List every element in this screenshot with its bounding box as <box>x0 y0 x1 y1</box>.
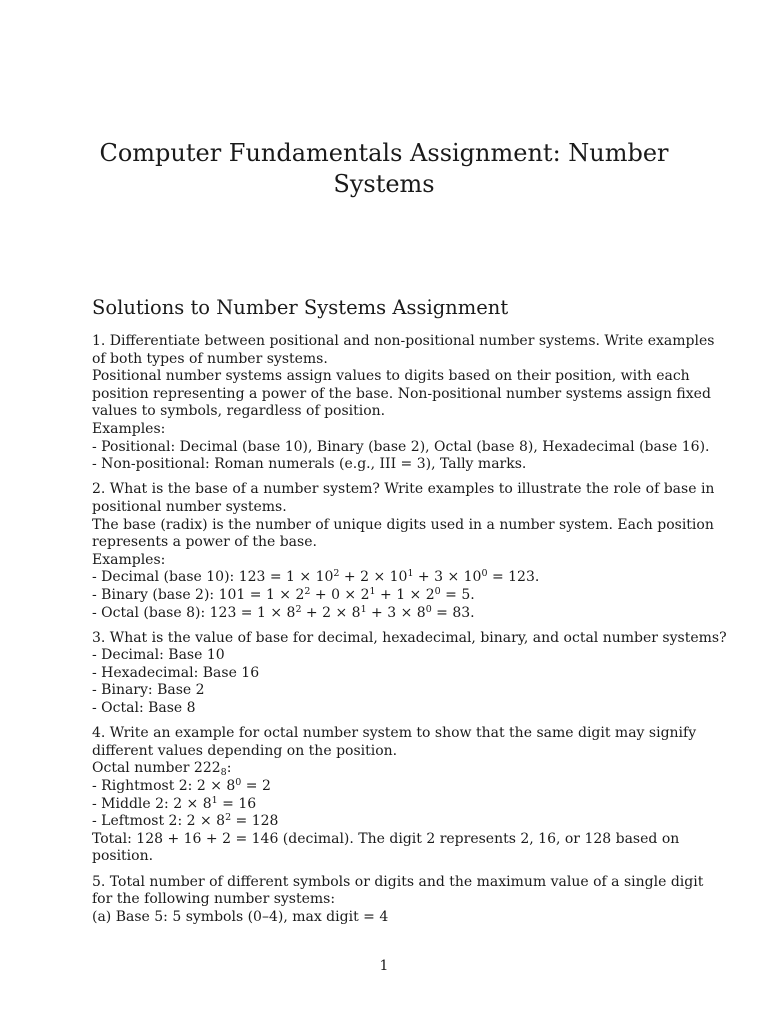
q1-examples-label: Examples: <box>92 420 166 437</box>
q4-middle-digit: - Middle 2: $2 \times 8^1 = 16$ <box>92 794 257 812</box>
page-number: 1 <box>379 958 389 974</box>
question-5 <box>92 873 704 927</box>
q2-examples-label: Examples: <box>92 551 166 568</box>
q5-question-line: 5. Total number of different symbols or digits and the maximum value of a single digit <box>92 873 704 890</box>
document-title-line-1: Computer Fundamentals Assignment: Number <box>99 139 669 167</box>
q5-item-base-5: (a) Base 5: 5 symbols (0–4), max digit = 4 <box>92 908 389 925</box>
q2-question-line: positional number systems. <box>92 498 287 515</box>
q2-answer-line: represents a power of the base. <box>92 534 317 551</box>
q1-question-line: 1. Differentiate between positional and non-positional number systems. Write examples <box>92 333 715 349</box>
q2-example-decimal: - Decimal (base 10): $123 = 1 \times 10^2 + 2 \times 10^1 + 3 \times 10^0 = 123$. <box>92 568 540 586</box>
q4-total-line: position. <box>92 848 154 865</box>
question-2 <box>92 481 715 622</box>
q4-rightmost-digit: - Rightmost 2: $2 \times 8^0 = 2$ <box>92 777 271 795</box>
q4-octal-number-label: Octal number $222_8$: <box>92 760 232 779</box>
question-4 <box>92 725 697 866</box>
q1-example-positional: - Positional: Decimal (base 10), Binary (base 2), Octal (base 8), Hexadecimal (base 16). <box>92 438 710 455</box>
q1-question-line: of both types of number systems. <box>92 350 328 367</box>
q1-answer-line: Positional number systems assign values to digits based on their position, with each <box>92 368 690 385</box>
q3-item-hexadecimal: - Hexadecimal: Base 16 <box>92 664 260 681</box>
q2-example-binary: - Binary (base 2): $101 = 1 \times 2^2 + 0 \times 2^1 + 1 \times 2^0 = 5$. <box>92 585 475 603</box>
q3-question-line: 3. What is the value of base for decimal, hexadecimal, binary, and octal number systems? <box>92 629 727 646</box>
document-title-line-2: Systems <box>333 170 435 198</box>
q3-item-binary: - Binary: Base 2 <box>92 682 205 699</box>
q1-example-non-positional: - Non-positional: Roman numerals (e.g., III = 3), Tally marks. <box>92 456 527 473</box>
question-1 <box>92 333 715 474</box>
question-3 <box>92 629 727 718</box>
q1-answer-line: values to symbols, regardless of position. <box>92 403 386 420</box>
solutions-content <box>92 333 727 934</box>
q2-example-octal: - Octal (base 8): $123 = 1 \times 8^2 + 2 \times 8^1 + 3 \times 8^0 = 83$. <box>92 603 475 621</box>
section-title: Solutions to Number Systems Assignment <box>92 296 509 319</box>
q3-item-decimal: - Decimal: Base 10 <box>92 647 225 664</box>
q4-total-line: Total: 128 + 16 + 2 = 146 (decimal). The digit 2 represents 2, 16, or 128 based on <box>92 830 680 847</box>
q4-leftmost-digit: - Leftmost 2: $2 \times 8^2 = 128$ <box>92 812 279 830</box>
q5-question-line: for the following number systems: <box>92 891 336 908</box>
q4-question-line: 4. Write an example for octal number system to show that the same digit may signify <box>92 725 697 742</box>
q3-item-octal: - Octal: Base 8 <box>92 700 196 717</box>
q1-answer-line: position representing a power of the base. Non-positional number systems assign fixed <box>92 385 711 402</box>
document-title <box>92 138 676 200</box>
q2-answer-line: The base (radix) is the number of unique digits used in a number system. Each position <box>92 516 714 533</box>
q4-question-line: different values depending on the position. <box>92 742 398 759</box>
q2-question-line: 2. What is the base of a number system? Write examples to illustrate the role of base in <box>92 481 715 498</box>
